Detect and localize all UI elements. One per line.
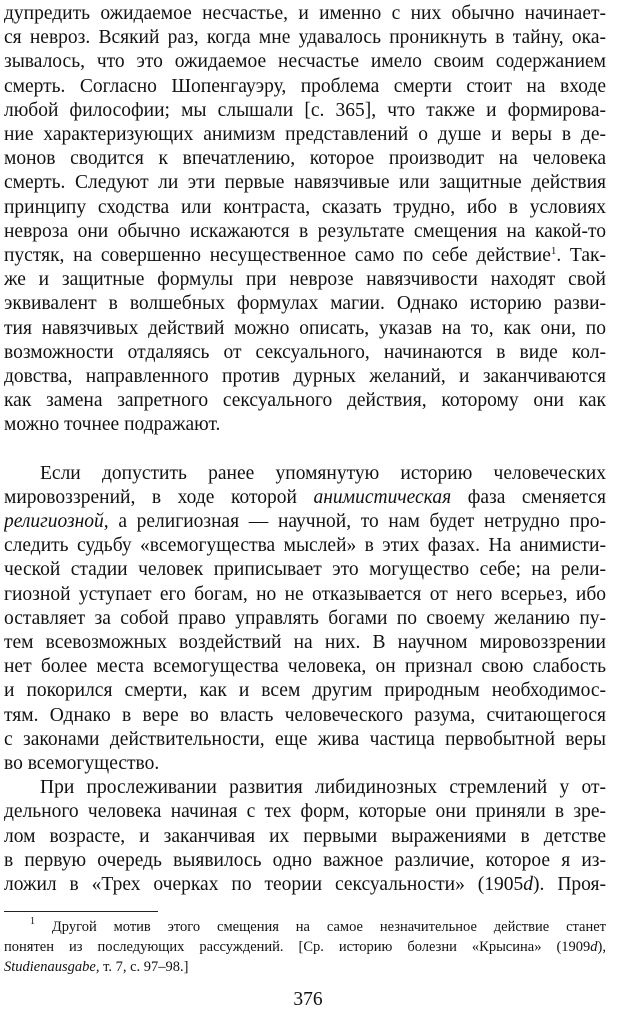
text-line: же и защитные формулы при неврозе навязчивости находят свой bbox=[4, 269, 606, 291]
text-line: дельного человека начиная с тех форм, которые они приняли в зре- bbox=[4, 801, 606, 823]
text-line: принципу сходства или контраста, сказать трудно, ибо в условиях bbox=[4, 196, 606, 218]
text-span: фаза сменяется bbox=[451, 486, 606, 508]
text-line: можно точнее подражают. bbox=[4, 414, 221, 436]
text-line: ние характеризующих анимизм представлений о душе и веры в де- bbox=[4, 124, 606, 145]
text-line: эквивалент в волшебных формулах магии. Однако историю разви- bbox=[4, 293, 606, 315]
text-line: тям. Однако в вере во власть человеческого разума, считающегося bbox=[4, 704, 606, 726]
emphasis-text: d bbox=[523, 874, 534, 895]
text-line: во всемогущество. bbox=[4, 753, 160, 774]
text-line: смерть. Согласно Шопенгауэру, проблема смерти стоит на входе bbox=[4, 75, 606, 97]
footnote-marker: 1 bbox=[30, 917, 35, 928]
text-span: понятен из последующих рассуждений. [Ср. историю болезни «Крысина» (1909 bbox=[4, 939, 591, 956]
text-line: как замена запретного сексуального действия, которому они как bbox=[4, 390, 606, 412]
book-page bbox=[4, 0, 612, 1028]
text-span: ложил в «Трех очерках по теории сексуальности» (1905 bbox=[4, 874, 524, 895]
text-line: лом возрасте, и заканчивая их первыми выражениями в детстве bbox=[4, 825, 606, 847]
text-line: с законами действительности, еще жива частица первобытной веры bbox=[4, 728, 606, 750]
text-line: смерть. Следуют ли эти первые навязчивые или защитные действия bbox=[4, 172, 606, 194]
emphasis-text: анимистическая bbox=[313, 486, 452, 508]
text-line: тем всевозможных воздействий на них. В научном мировоззрении bbox=[4, 632, 606, 653]
text-line: довства, направленного против дурных желаний, и заканчиваются bbox=[4, 366, 606, 387]
text-line: гиозной уступает его богам, но не отказывается от него всерьез, ибо bbox=[4, 583, 606, 605]
text-line: нет более места всемогущества человека, он признал свою слабость bbox=[4, 656, 606, 678]
text-line: ческой стадии человек приписывает это могущество себе; на рели- bbox=[4, 559, 606, 581]
text-line bbox=[4, 244, 606, 268]
text-line: зывалось, что это ожидаемое несчастье имело своим содержанием bbox=[4, 51, 606, 73]
text-line bbox=[4, 510, 606, 534]
text-span: мировоззрений, в ходе которой bbox=[4, 486, 314, 508]
text-span: ). Проя- bbox=[533, 874, 606, 895]
text-line: При прослеживании развития либидинозных стремлений у от- bbox=[40, 777, 606, 799]
emphasis-text: религиозной, bbox=[4, 511, 109, 532]
text-span: . Так- bbox=[556, 245, 606, 266]
footnote-reference[interactable]: 1 bbox=[550, 245, 557, 257]
text-line: любой философии; мы слышали [с. 365], что также и формирова- bbox=[4, 99, 606, 121]
text-line: следить судьбу «всемогущества мыслей» в этих фазах. На анимисти- bbox=[4, 535, 606, 557]
page-number: 376 bbox=[293, 989, 323, 1011]
text-line: возможности отдаляясь от сексуального, начинаются в виде кол- bbox=[4, 341, 606, 363]
text-span: пустяк, на совершенно несущественное само по себе действие bbox=[4, 245, 551, 266]
text-span: ), bbox=[597, 939, 606, 956]
text-line: и покорился смерти, как и всем другим природным необходимос- bbox=[4, 680, 606, 702]
text-line: дупредить ожидаемое несчастье, и именно с них обычно начинает- bbox=[4, 3, 606, 24]
emphasis-text: d bbox=[590, 939, 598, 956]
text-line: монов сводится к впечатлению, которое производит на человека bbox=[4, 148, 606, 170]
text-span: а религиозная — научной, то нам будет нетрудно про- bbox=[108, 511, 606, 532]
emphasis-text: Studienausgabe, bbox=[4, 959, 100, 976]
text-line: невроза они обычно искажаются в результате смещения на какой-то bbox=[4, 220, 606, 242]
text-span: т. 7, с. 97–98.] bbox=[99, 959, 189, 976]
text-line: ся невроз. Всякий раз, когда мне удавалось проникнуть в тайну, ока- bbox=[4, 27, 606, 49]
text-line: оставляет за собой право управлять богами по своему желанию пу- bbox=[4, 607, 606, 629]
text-line bbox=[4, 873, 606, 897]
text-line: тия навязчивых действий можно описать, указав на то, как они, по bbox=[4, 317, 606, 339]
text-line: Если допустить ранее упомянутую историю человеческих bbox=[40, 462, 606, 484]
text-line: в первую очередь выявилось одно важное различие, которое я из- bbox=[4, 849, 606, 871]
text-line bbox=[4, 486, 606, 510]
text-span: Другой мотив этого смещения на самое незначительное действие станет bbox=[35, 919, 606, 936]
